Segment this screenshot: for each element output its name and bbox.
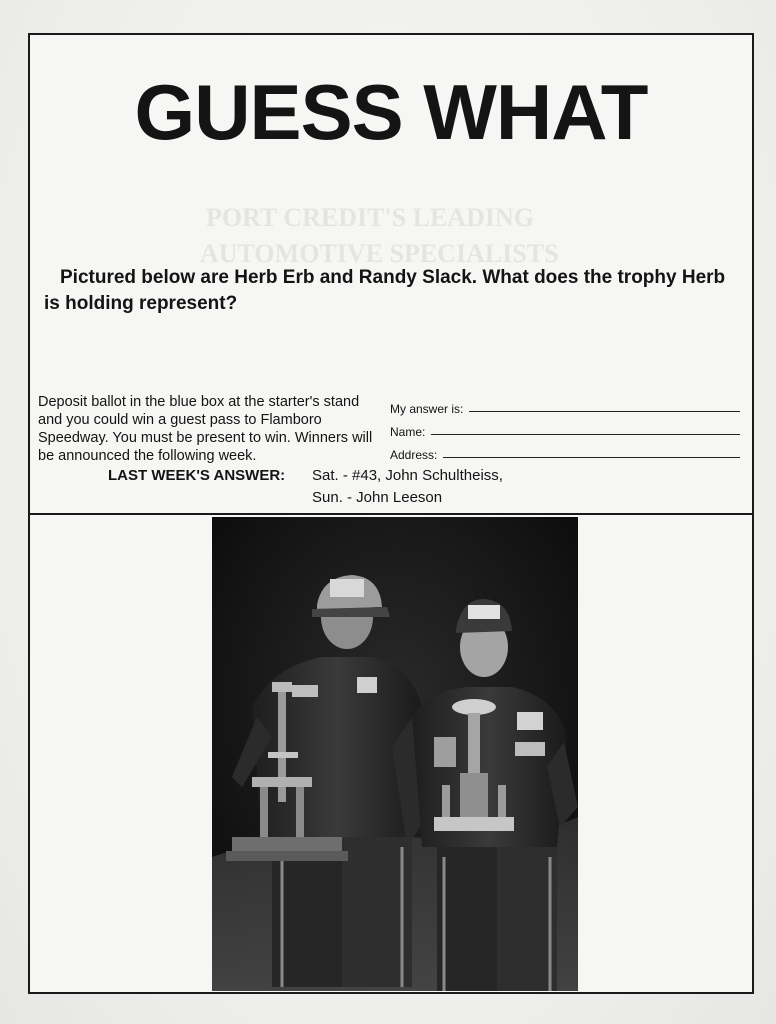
ballot-instructions: Deposit ballot in the blue box at the starter's stand and you could win a guest pass to Flamboro Speedway. You must be present to win. Winners will be announced the following week. bbox=[38, 394, 373, 464]
name-row bbox=[390, 416, 740, 439]
drivers-photo bbox=[212, 517, 578, 991]
ad-frame bbox=[28, 33, 754, 994]
show-through-text-2: AUTOMOTIVE SPECIALISTS bbox=[200, 239, 559, 268]
show-through-text-1: PORT CREDIT'S LEADING bbox=[206, 203, 535, 232]
headline: GUESS WHAT bbox=[134, 68, 648, 156]
name-label: Name: bbox=[390, 425, 426, 439]
last-week-answer-sunday: Sun. - John Leeson bbox=[312, 489, 443, 506]
address-line[interactable] bbox=[443, 456, 740, 458]
ballot-form bbox=[390, 393, 740, 462]
answer-label: My answer is: bbox=[390, 402, 464, 416]
address-label: Address: bbox=[390, 448, 438, 462]
last-week-answer-saturday: Sat. - #43, John Schultheiss, bbox=[312, 467, 503, 484]
answer-row bbox=[390, 393, 740, 416]
name-line[interactable] bbox=[431, 433, 740, 435]
answer-line[interactable] bbox=[469, 410, 740, 412]
last-week-answer-label: LAST WEEK'S ANSWER: bbox=[108, 467, 286, 484]
address-row bbox=[390, 439, 740, 462]
section-divider bbox=[30, 513, 752, 515]
contest-question: Pictured below are Herb Erb and Randy Slack. What does the trophy Herb is holding represent? bbox=[44, 267, 726, 314]
